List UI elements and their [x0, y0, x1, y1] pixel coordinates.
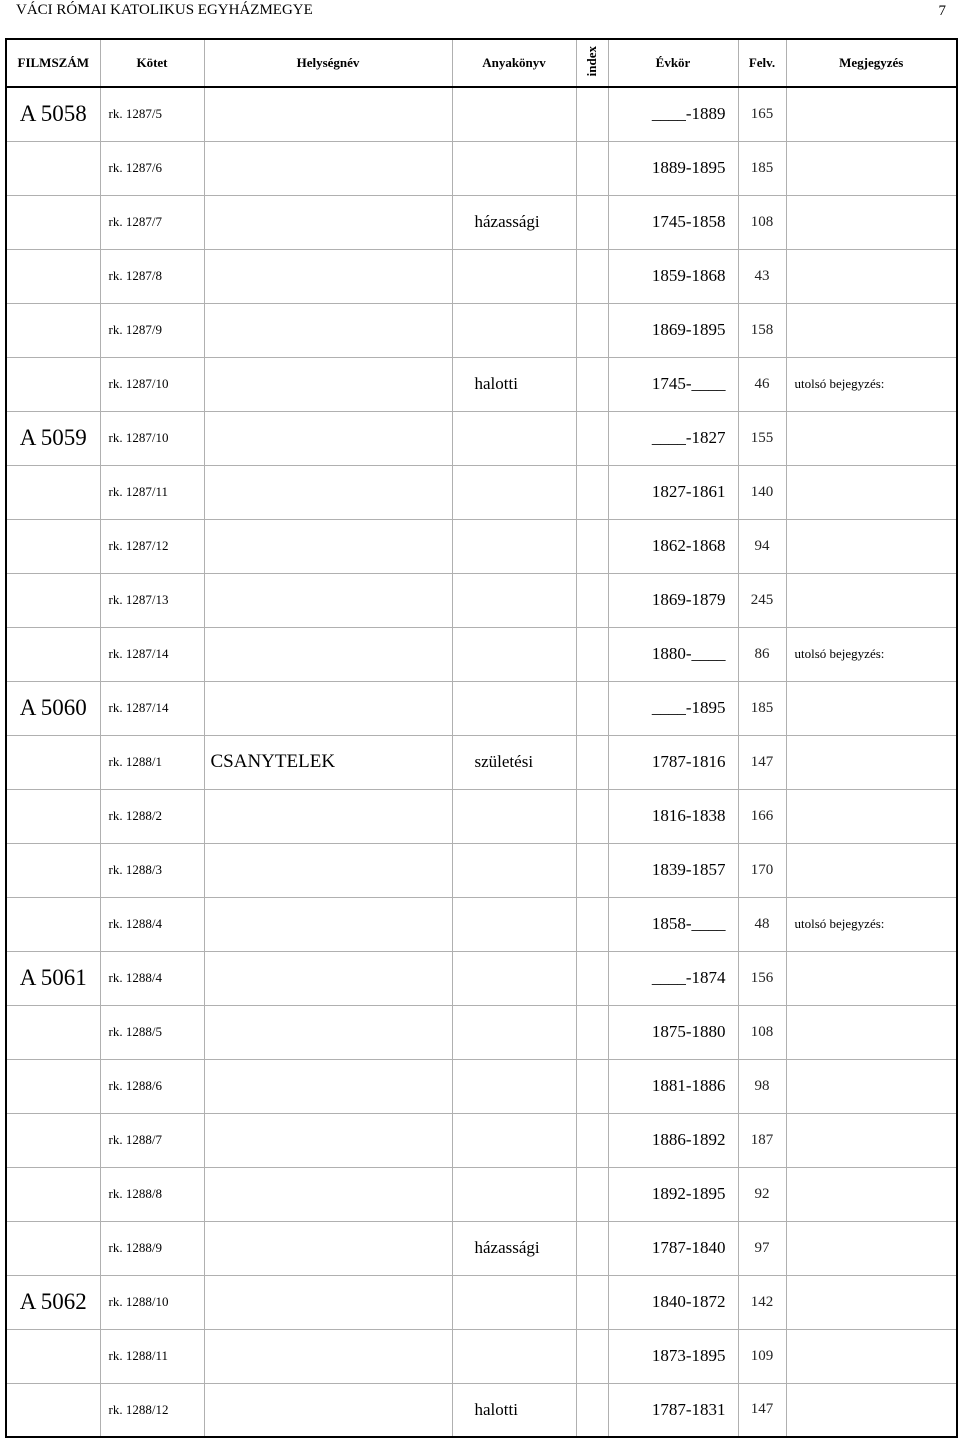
evkor-cell: 1875-1880 [608, 1005, 738, 1059]
filmszam-cell: A 5061 [6, 951, 100, 1005]
megjegyzes-cell [786, 465, 957, 519]
col-header-helysegnev: Helységnév [204, 39, 452, 87]
kotet-cell: rk. 1288/11 [100, 1329, 204, 1383]
anyakonyv-cell [452, 573, 576, 627]
evkor-cell: 1889-1895 [608, 141, 738, 195]
felv-cell: 108 [738, 195, 786, 249]
helysegnev-cell [204, 627, 452, 681]
megjegyzes-cell [786, 573, 957, 627]
megjegyzes-cell [786, 681, 957, 735]
kotet-cell: rk. 1288/1 [100, 735, 204, 789]
index-cell [576, 411, 608, 465]
helysegnev-cell [204, 843, 452, 897]
evkor-cell: 1840-1872 [608, 1275, 738, 1329]
filmszam-cell [6, 1221, 100, 1275]
felv-cell: 165 [738, 87, 786, 141]
filmszam-cell [6, 195, 100, 249]
anyakonyv-cell [452, 465, 576, 519]
filmszam-cell [6, 465, 100, 519]
filmszam-cell [6, 519, 100, 573]
col-header-kotet: Kötet [100, 39, 204, 87]
filmszam-cell: A 5059 [6, 411, 100, 465]
filmszam-cell [6, 1383, 100, 1437]
helysegnev-cell [204, 465, 452, 519]
index-cell [576, 735, 608, 789]
table-row [6, 303, 957, 357]
helysegnev-cell [204, 1275, 452, 1329]
anyakonyv-cell [452, 897, 576, 951]
felv-cell: 109 [738, 1329, 786, 1383]
filmszam-cell [6, 843, 100, 897]
kotet-cell: rk. 1288/12 [100, 1383, 204, 1437]
helysegnev-cell [204, 1005, 452, 1059]
anyakonyv-cell [452, 1167, 576, 1221]
kotet-cell: rk. 1288/5 [100, 1005, 204, 1059]
anyakonyv-cell: halotti [452, 1383, 576, 1437]
index-cell [576, 1005, 608, 1059]
kotet-cell: rk. 1287/14 [100, 627, 204, 681]
helysegnev-cell [204, 87, 452, 141]
evkor-cell: ____-1889 [608, 87, 738, 141]
index-cell [576, 87, 608, 141]
table-row [6, 411, 957, 465]
kotet-cell: rk. 1287/11 [100, 465, 204, 519]
megjegyzes-cell [786, 141, 957, 195]
index-cell [576, 951, 608, 1005]
felv-cell: 147 [738, 1383, 786, 1437]
anyakonyv-cell [452, 1113, 576, 1167]
table-body [6, 87, 957, 1437]
anyakonyv-cell [452, 141, 576, 195]
table-row [6, 195, 957, 249]
index-cell [576, 843, 608, 897]
helysegnev-cell [204, 681, 452, 735]
evkor-cell: ____-1827 [608, 411, 738, 465]
anyakonyv-cell [452, 1275, 576, 1329]
anyakonyv-cell: házassági [452, 195, 576, 249]
table-row [6, 249, 957, 303]
index-cell [576, 1221, 608, 1275]
table-row [6, 573, 957, 627]
felv-cell: 245 [738, 573, 786, 627]
index-cell [576, 303, 608, 357]
helysegnev-cell [204, 573, 452, 627]
kotet-cell: rk. 1287/8 [100, 249, 204, 303]
table-header-row [6, 39, 957, 87]
filmszam-cell: A 5060 [6, 681, 100, 735]
kotet-cell: rk. 1288/8 [100, 1167, 204, 1221]
evkor-cell: 1816-1838 [608, 789, 738, 843]
helysegnev-cell [204, 411, 452, 465]
kotet-cell: rk. 1287/10 [100, 411, 204, 465]
filmszam-cell [6, 573, 100, 627]
evkor-cell: 1873-1895 [608, 1329, 738, 1383]
kotet-cell: rk. 1287/10 [100, 357, 204, 411]
helysegnev-cell: CSANYTELEK [204, 735, 452, 789]
table-row [6, 465, 957, 519]
kotet-cell: rk. 1287/14 [100, 681, 204, 735]
filmszam-cell [6, 1059, 100, 1113]
index-cell [576, 573, 608, 627]
felv-cell: 170 [738, 843, 786, 897]
col-header-index: index [576, 39, 608, 87]
filmszam-cell [6, 627, 100, 681]
document-title: VÁCI RÓMAI KATOLIKUS EGYHÁZMEGYE [16, 2, 313, 18]
kotet-cell: rk. 1287/9 [100, 303, 204, 357]
megjegyzes-cell [786, 789, 957, 843]
index-cell [576, 1383, 608, 1437]
felv-cell: 185 [738, 681, 786, 735]
kotet-cell: rk. 1288/3 [100, 843, 204, 897]
felv-cell: 140 [738, 465, 786, 519]
index-cell [576, 141, 608, 195]
table-row [6, 1383, 957, 1437]
megjegyzes-cell [786, 1113, 957, 1167]
anyakonyv-cell [452, 303, 576, 357]
filmszam-cell [6, 141, 100, 195]
megjegyzes-cell [786, 1167, 957, 1221]
felv-cell: 185 [738, 141, 786, 195]
table-row [6, 1275, 957, 1329]
filmszam-cell: A 5062 [6, 1275, 100, 1329]
col-header-anyakonyv: Anyakönyv [452, 39, 576, 87]
helysegnev-cell [204, 1113, 452, 1167]
helysegnev-cell [204, 141, 452, 195]
felv-cell: 108 [738, 1005, 786, 1059]
felv-cell: 166 [738, 789, 786, 843]
anyakonyv-cell [452, 1329, 576, 1383]
megjegyzes-cell: utolsó bejegyzés: [786, 627, 957, 681]
kotet-cell: rk. 1288/10 [100, 1275, 204, 1329]
col-header-felv: Felv. [738, 39, 786, 87]
table-row [6, 735, 957, 789]
index-cell [576, 465, 608, 519]
felv-cell: 155 [738, 411, 786, 465]
evkor-cell: ____-1895 [608, 681, 738, 735]
anyakonyv-cell [452, 681, 576, 735]
evkor-cell: 1862-1868 [608, 519, 738, 573]
evkor-cell: ____-1874 [608, 951, 738, 1005]
helysegnev-cell [204, 789, 452, 843]
anyakonyv-cell [452, 627, 576, 681]
megjegyzes-cell [786, 1329, 957, 1383]
megjegyzes-cell: utolsó bejegyzés: [786, 897, 957, 951]
filmszam-cell [6, 789, 100, 843]
helysegnev-cell [204, 1383, 452, 1437]
index-cell [576, 1275, 608, 1329]
evkor-cell: 1787-1816 [608, 735, 738, 789]
kotet-cell: rk. 1287/12 [100, 519, 204, 573]
index-cell [576, 789, 608, 843]
index-cell [576, 357, 608, 411]
megjegyzes-cell: utolsó bejegyzés: [786, 357, 957, 411]
table-row [6, 141, 957, 195]
kotet-cell: rk. 1288/7 [100, 1113, 204, 1167]
felv-cell: 48 [738, 897, 786, 951]
felv-cell: 156 [738, 951, 786, 1005]
col-header-megjegyzes: Megjegyzés [786, 39, 957, 87]
helysegnev-cell [204, 1059, 452, 1113]
kotet-cell: rk. 1288/2 [100, 789, 204, 843]
filmszam-cell [6, 303, 100, 357]
index-cell [576, 1329, 608, 1383]
kotet-cell: rk. 1288/4 [100, 951, 204, 1005]
felv-cell: 187 [738, 1113, 786, 1167]
anyakonyv-cell: születési [452, 735, 576, 789]
page-number: 7 [938, 3, 946, 19]
megjegyzes-cell [786, 1005, 957, 1059]
filmszam-cell [6, 1113, 100, 1167]
evkor-cell: 1827-1861 [608, 465, 738, 519]
index-cell [576, 897, 608, 951]
table-row [6, 1329, 957, 1383]
megjegyzes-cell [786, 1059, 957, 1113]
felv-cell: 147 [738, 735, 786, 789]
anyakonyv-cell [452, 411, 576, 465]
evkor-cell: 1869-1879 [608, 573, 738, 627]
index-cell [576, 249, 608, 303]
megjegyzes-cell [786, 735, 957, 789]
anyakonyv-cell: házassági [452, 1221, 576, 1275]
megjegyzes-cell [786, 411, 957, 465]
felv-cell: 46 [738, 357, 786, 411]
kotet-cell: rk. 1287/7 [100, 195, 204, 249]
megjegyzes-cell [786, 843, 957, 897]
evkor-cell: 1869-1895 [608, 303, 738, 357]
index-cell [576, 195, 608, 249]
kotet-cell: rk. 1287/13 [100, 573, 204, 627]
register-table [5, 38, 958, 1438]
filmszam-cell [6, 1329, 100, 1383]
filmszam-cell [6, 249, 100, 303]
index-cell [576, 1167, 608, 1221]
helysegnev-cell [204, 1329, 452, 1383]
kotet-cell: rk. 1287/6 [100, 141, 204, 195]
filmszam-cell [6, 357, 100, 411]
evkor-cell: 1880-____ [608, 627, 738, 681]
megjegyzes-cell [786, 951, 957, 1005]
anyakonyv-cell [452, 843, 576, 897]
evkor-cell: 1881-1886 [608, 1059, 738, 1113]
filmszam-cell [6, 735, 100, 789]
table-row [6, 357, 957, 411]
filmszam-cell [6, 1167, 100, 1221]
kotet-cell: rk. 1287/5 [100, 87, 204, 141]
megjegyzes-cell [786, 519, 957, 573]
helysegnev-cell [204, 1167, 452, 1221]
evkor-cell: 1745-1858 [608, 195, 738, 249]
table-row [6, 1005, 957, 1059]
index-cell [576, 681, 608, 735]
table-row [6, 789, 957, 843]
kotet-cell: rk. 1288/6 [100, 1059, 204, 1113]
anyakonyv-cell [452, 1059, 576, 1113]
table-row [6, 951, 957, 1005]
evkor-cell: 1886-1892 [608, 1113, 738, 1167]
kotet-cell: rk. 1288/9 [100, 1221, 204, 1275]
index-cell [576, 1113, 608, 1167]
index-cell [576, 1059, 608, 1113]
felv-cell: 86 [738, 627, 786, 681]
table-row [6, 897, 957, 951]
table-row [6, 681, 957, 735]
helysegnev-cell [204, 249, 452, 303]
megjegyzes-cell [786, 303, 957, 357]
table-row [6, 1059, 957, 1113]
helysegnev-cell [204, 1221, 452, 1275]
megjegyzes-cell [786, 1383, 957, 1437]
helysegnev-cell [204, 303, 452, 357]
col-header-evkor: Évkör [608, 39, 738, 87]
kotet-cell: rk. 1288/4 [100, 897, 204, 951]
felv-cell: 98 [738, 1059, 786, 1113]
felv-cell: 97 [738, 1221, 786, 1275]
helysegnev-cell [204, 897, 452, 951]
megjegyzes-cell [786, 195, 957, 249]
table-row [6, 627, 957, 681]
felv-cell: 94 [738, 519, 786, 573]
page-header [0, 0, 960, 26]
evkor-cell: 1859-1868 [608, 249, 738, 303]
filmszam-cell [6, 897, 100, 951]
anyakonyv-cell: halotti [452, 357, 576, 411]
anyakonyv-cell [452, 1005, 576, 1059]
felv-cell: 43 [738, 249, 786, 303]
megjegyzes-cell [786, 249, 957, 303]
table-row [6, 1167, 957, 1221]
index-cell [576, 627, 608, 681]
anyakonyv-cell [452, 951, 576, 1005]
evkor-cell: 1839-1857 [608, 843, 738, 897]
index-cell [576, 519, 608, 573]
helysegnev-cell [204, 951, 452, 1005]
felv-cell: 142 [738, 1275, 786, 1329]
helysegnev-cell [204, 519, 452, 573]
megjegyzes-cell [786, 1221, 957, 1275]
filmszam-cell: A 5058 [6, 87, 100, 141]
table-row [6, 87, 957, 141]
table-row [6, 1113, 957, 1167]
table-row [6, 843, 957, 897]
helysegnev-cell [204, 195, 452, 249]
evkor-cell: 1787-1831 [608, 1383, 738, 1437]
evkor-cell: 1858-____ [608, 897, 738, 951]
evkor-cell: 1892-1895 [608, 1167, 738, 1221]
megjegyzes-cell [786, 1275, 957, 1329]
filmszam-cell [6, 1005, 100, 1059]
anyakonyv-cell [452, 789, 576, 843]
anyakonyv-cell [452, 87, 576, 141]
felv-cell: 92 [738, 1167, 786, 1221]
table-row [6, 1221, 957, 1275]
anyakonyv-cell [452, 519, 576, 573]
evkor-cell: 1745-____ [608, 357, 738, 411]
helysegnev-cell [204, 357, 452, 411]
col-header-filmszam: FILMSZÁM [6, 39, 100, 87]
evkor-cell: 1787-1840 [608, 1221, 738, 1275]
table-row [6, 519, 957, 573]
felv-cell: 158 [738, 303, 786, 357]
megjegyzes-cell [786, 87, 957, 141]
anyakonyv-cell [452, 249, 576, 303]
